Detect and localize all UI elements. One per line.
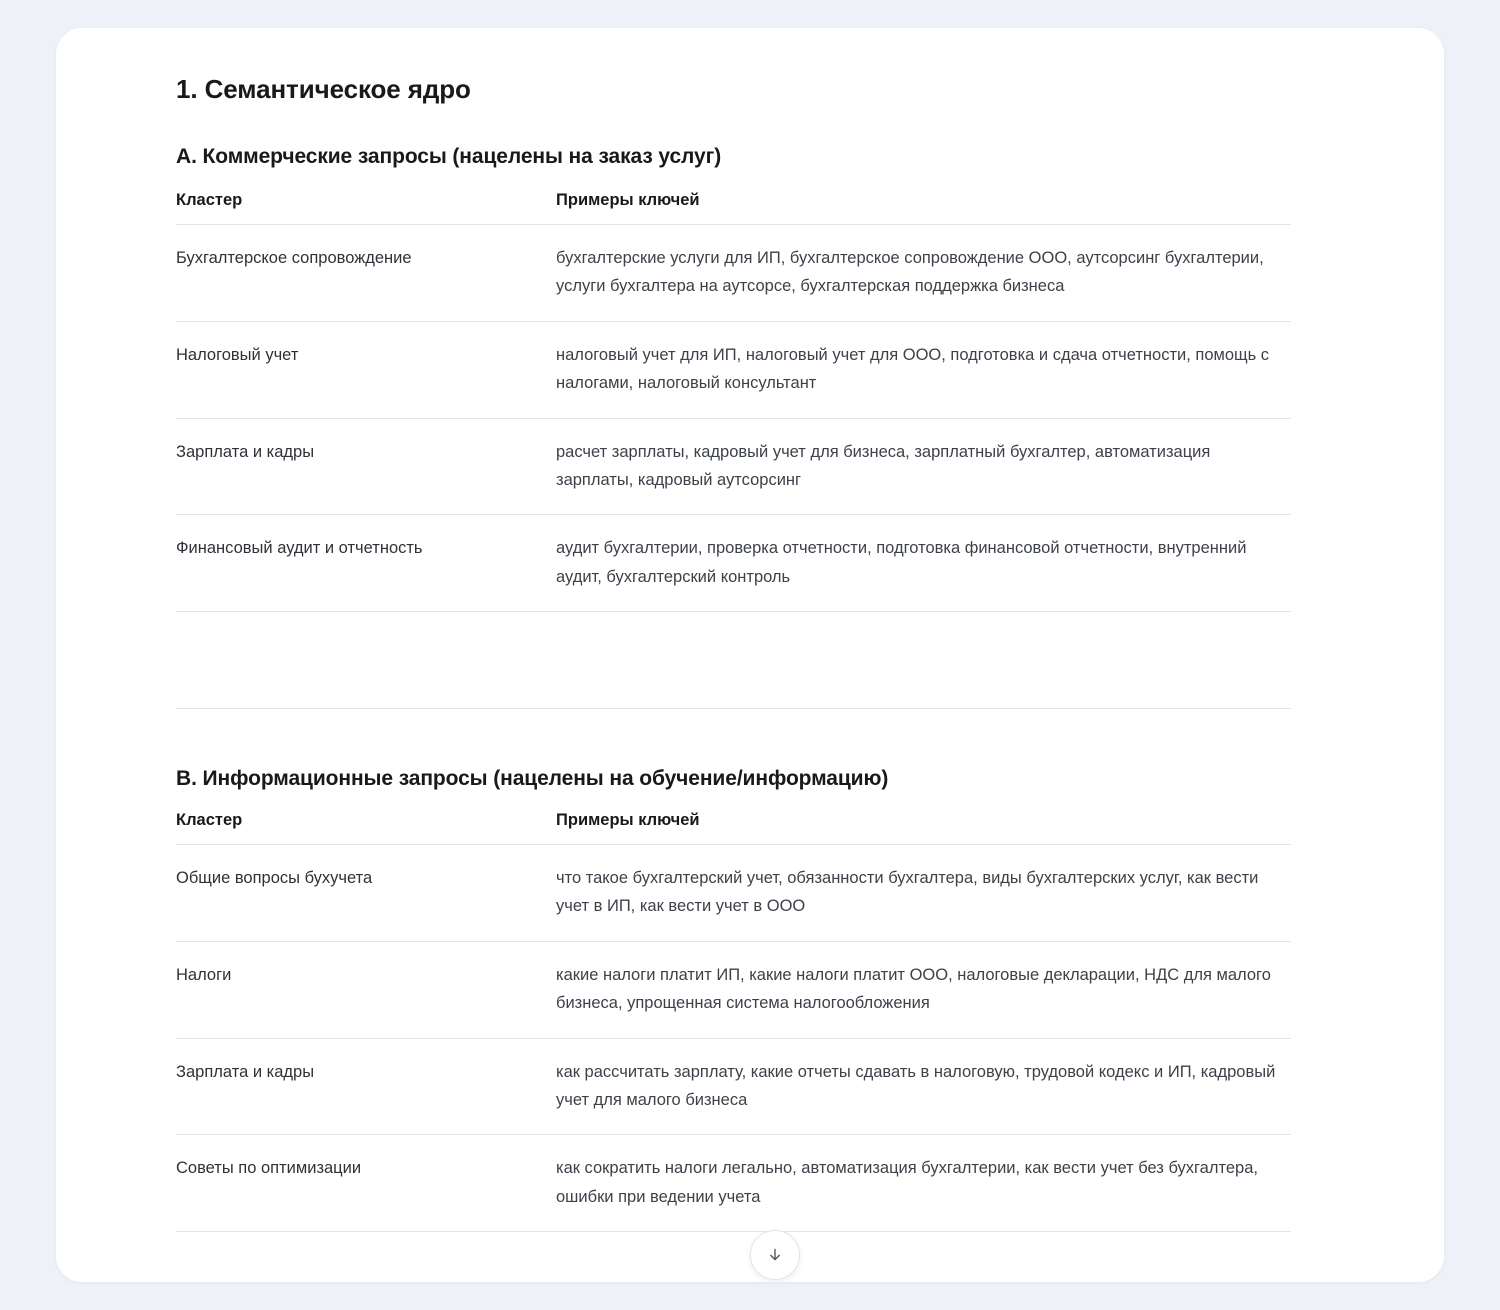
cell-cluster: Советы по оптимизации: [176, 1135, 556, 1232]
cell-keys: какие налоги платит ИП, какие налоги платит ООО, налоговые декларации, НДС для малого бизнеса, упрощенная система налогообложения: [556, 941, 1291, 1038]
cell-cluster: Общие вопросы бухучета: [176, 845, 556, 942]
table-header-row: [176, 191, 1291, 225]
section-divider: [176, 708, 1291, 709]
section-a-title: A. Коммерческие запросы (нацелены на заказ услуг): [176, 145, 722, 168]
cell-cluster: Финансовый аудит и отчетность: [176, 515, 556, 612]
cell-keys: аудит бухгалтерии, проверка отчетности, подготовка финансовой отчетности, внутренний аудит, бухгалтерский контроль: [556, 515, 1291, 612]
table-row: [176, 1038, 1291, 1135]
column-header-keys: Примеры ключей: [556, 811, 1291, 845]
cell-keys: как рассчитать зарплату, какие отчеты сдавать в налоговую, трудовой кодекс и ИП, кадровый учет для малого бизнеса: [556, 1038, 1291, 1135]
cell-keys: налоговый учет для ИП, налоговый учет для ООО, подготовка и сдача отчетности, помощь с налогами, налоговый консультант: [556, 321, 1291, 418]
section-informational-queries: [176, 767, 1344, 1232]
cell-cluster: Налоговый учет: [176, 321, 556, 418]
table-row: [176, 225, 1291, 322]
page-title: 1. Семантическое ядро: [176, 74, 471, 104]
cell-cluster: Бухгалтерское сопровождение: [176, 225, 556, 322]
table-row: [176, 418, 1291, 515]
section-commercial-queries: [176, 145, 1344, 612]
section-b-title: B. Информационные запросы (нацелены на обучение/информацию): [176, 767, 889, 790]
cell-cluster: Зарплата и кадры: [176, 418, 556, 515]
cell-keys: что такое бухгалтерский учет, обязанности бухгалтера, виды бухгалтерских услуг, как вести учет в ИП, как вести учет в ООО: [556, 845, 1291, 942]
column-header-cluster: Кластер: [176, 811, 556, 845]
table-informational-queries: [176, 811, 1291, 1232]
table-commercial-queries: [176, 191, 1291, 612]
table-row: [176, 941, 1291, 1038]
arrow-down-icon: [766, 1246, 784, 1264]
cell-keys: расчет зарплаты, кадровый учет для бизнеса, зарплатный бухгалтер, автоматизация зарплаты, кадровый аутсорсинг: [556, 418, 1291, 515]
cell-cluster: Зарплата и кадры: [176, 1038, 556, 1135]
cell-cluster: Налоги: [176, 941, 556, 1038]
table-row: [176, 845, 1291, 942]
document-content: [56, 28, 1444, 1232]
column-header-cluster: Кластер: [176, 191, 556, 225]
table-row: [176, 1135, 1291, 1232]
cell-keys: как сократить налоги легально, автоматизация бухгалтерии, как вести учет без бухгалтера, ошибки при ведении учета: [556, 1135, 1291, 1232]
document-card: [56, 28, 1444, 1282]
column-header-keys: Примеры ключей: [556, 191, 1291, 225]
table-header-row: [176, 811, 1291, 845]
cell-keys: бухгалтерские услуги для ИП, бухгалтерское сопровождение ООО, аутсорсинг бухгалтерии, услуги бухгалтера на аутсорсе, бухгалтерская поддержка бизнеса: [556, 225, 1291, 322]
table-row: [176, 321, 1291, 418]
table-row: [176, 515, 1291, 612]
scroll-down-button[interactable]: [750, 1230, 800, 1280]
